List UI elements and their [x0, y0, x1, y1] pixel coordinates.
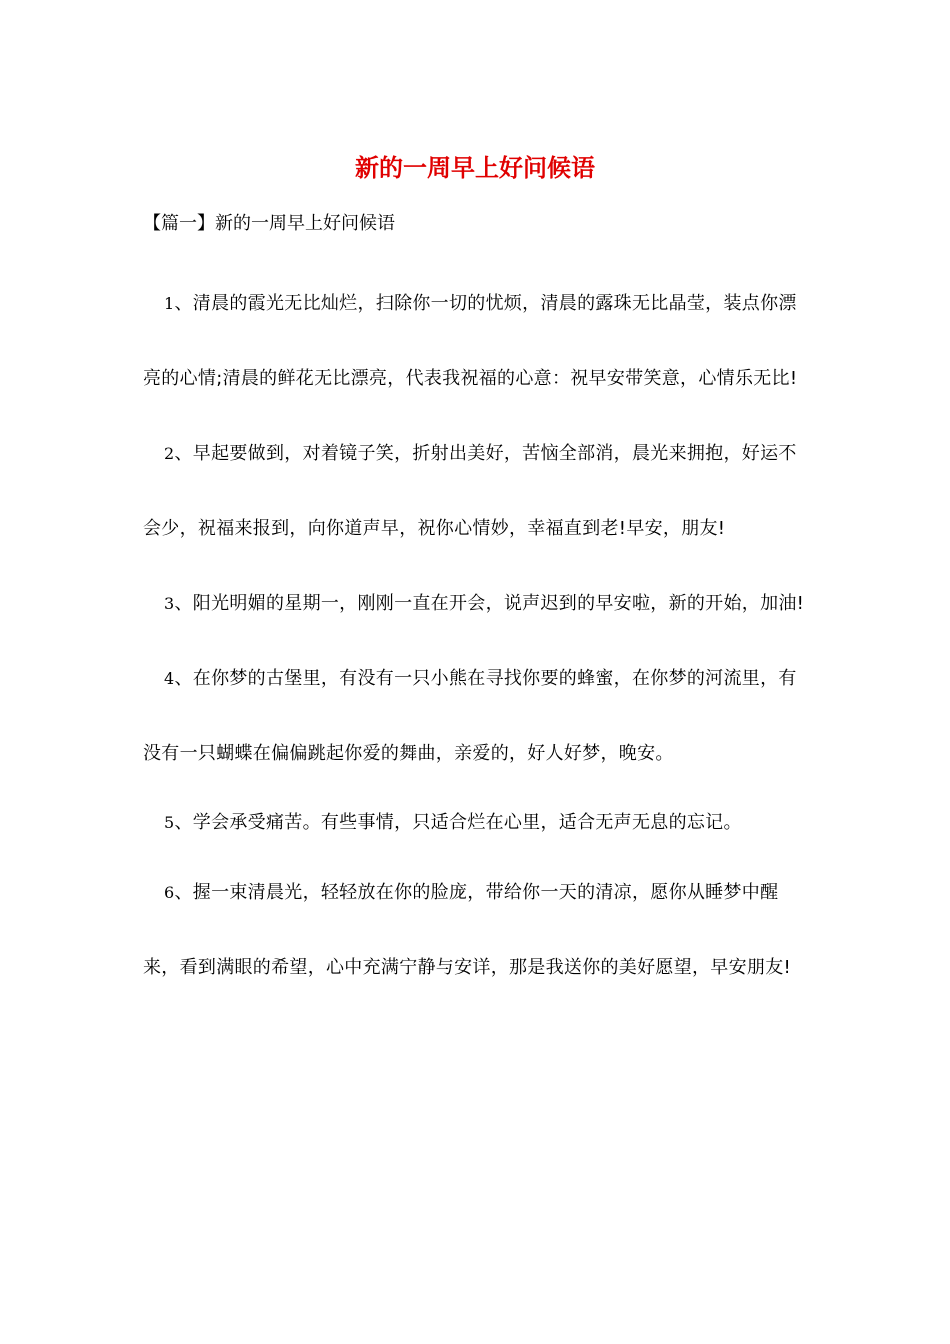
item-text: 、阳光明媚的星期一，刚刚一直在开会，说声迟到的早安啦，新的开始，加油! — [174, 593, 805, 614]
item-text: 、清晨的霞光无比灿烂，扫除你一切的忧烦，清晨的露珠无比晶莹，装点你漂亮的心情;清晨的鲜花无比漂亮，代表我祝福的心意：祝早安带笑意，心情乐无比! — [143, 293, 798, 389]
item-text: 、在你梦的古堡里，有没有一只小熊在寻找你要的蜂蜜，在你梦的河流里，有没有一只蝴蝶在偏偏跳起你爱的舞曲，亲爱的，好人好梦，晚安。 — [143, 668, 797, 764]
list-item — [143, 566, 807, 641]
document-title: 新的一周早上好问候语 — [355, 153, 595, 182]
item-text: 、学会承受痛苦。有些事情，只适合烂在心里，适合无声无息的忘记。 — [174, 812, 742, 833]
section-heading: 【篇一】新的一周早上好问候语 — [143, 213, 395, 234]
document-body — [143, 266, 807, 1005]
item-number: 3 — [164, 594, 175, 613]
item-number: 6 — [164, 883, 175, 902]
item-text: 、早起要做到，对着镜子笑，折射出美好，苦恼全部消，晨光来拥抱，好运不会少，祝福来报到，向你道声早，祝你心情妙，幸福直到老!早安，朋友! — [143, 443, 797, 539]
list-item — [143, 416, 807, 566]
list-item — [143, 855, 807, 1005]
item-text: 、握一束清晨光，轻轻放在你的脸庞，带给你一天的清凉，愿你从睡梦中醒来，看到满眼的希望，心中充满宁静与安详，那是我送你的美好愿望，早安朋友! — [143, 882, 792, 978]
item-number: 5 — [164, 813, 175, 832]
item-number: 4 — [164, 669, 175, 688]
list-item — [143, 791, 807, 855]
list-item — [143, 266, 807, 416]
item-number: 2 — [164, 444, 175, 463]
list-item — [143, 641, 807, 791]
item-number: 1 — [164, 294, 175, 313]
